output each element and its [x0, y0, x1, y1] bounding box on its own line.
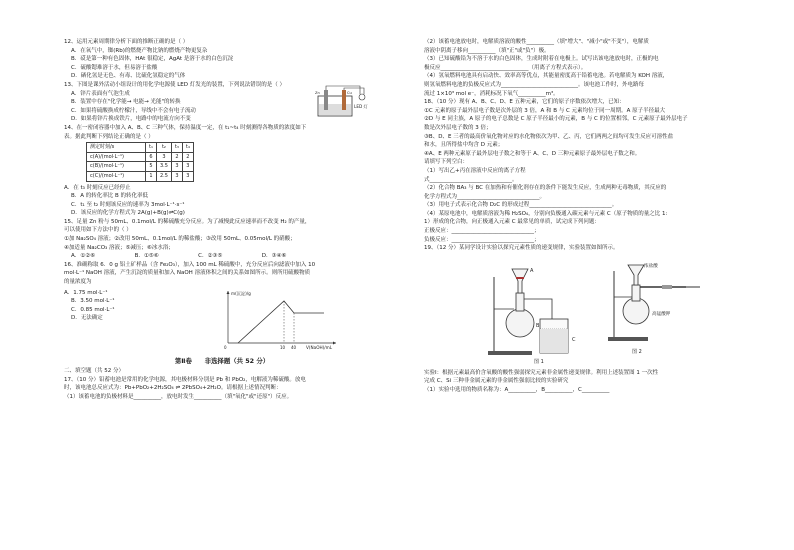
chart-y-label: m(沉淀)/g [231, 290, 251, 296]
fig1-label-b: B [536, 322, 540, 329]
part2-title: 第Ⅱ卷 非选择题（共 52 分） [174, 356, 270, 365]
q18-line: 式______________________________。 [424, 176, 518, 183]
fig1-label-c: C [572, 336, 576, 343]
q14-intro-line: 14、在一密闭容器中加入 A、B、C 三种气体，保持温度一定，在 t₁~t₄ 时刻测得各物质的浓度如下 [64, 124, 307, 131]
q14-opts-block [64, 184, 380, 218]
q15-block [64, 218, 380, 252]
q18-line: （2）化合物 BA₃ 与 BC 在加热和有催化剂存在的条件下能发生反应，生成两种无毒物质，其反应的 [424, 185, 667, 192]
fig2-caption: 图 2 [632, 348, 642, 355]
table-row [87, 162, 194, 172]
table-row [87, 171, 194, 181]
part2-line: 时，该电池总反应式为：Pb+PbO₂+2H₂SO₄ ⇌ 2PbSO₄+2H₂O。请根据上述情况判断： [64, 385, 282, 392]
q16-opts-line: D．无法确定 [71, 315, 103, 322]
q15-option-a[interactable]: A．①②⑥ [71, 253, 96, 260]
funnel-a [512, 269, 528, 293]
q15-option-d[interactable]: D．③④⑥ [261, 253, 287, 260]
chart-tick-10: 10 [280, 344, 286, 350]
q18-line: 和水，且所得盐中均含 D 元素； [424, 142, 504, 149]
q12-line: 12、运用元素周期律分析下面的推断正确的是（ ） [64, 39, 189, 45]
q18-line: ④A、E 两种元素原子最外层电子数之和等于 A、C、D 三种元素原子最外层电子数之和。 [424, 150, 641, 157]
chart-tick-40: 40 [291, 344, 297, 350]
q13-line: B．装置中存在"化学能→ 电能→ 光能"的转换 [71, 99, 181, 106]
table-cell: 2 [171, 152, 182, 162]
apparatus-fig1 [482, 257, 602, 365]
table-cell: t₃ [171, 143, 182, 153]
chart-tick-0: 0 [224, 344, 227, 350]
q18-line: （4）某原电池中，电解质溶液为稀 H₂SO₄，分别向负极通入碳元素与元素 C（原子物质的量之比 1: [424, 210, 668, 217]
apparatus-fig2 [604, 257, 712, 365]
q18-line: 18、（10 分）现有 A、B、C、D、E 五种元素，它们的原子序数依次增大，已知： [424, 99, 625, 106]
precipitate-chart [214, 287, 344, 351]
fig1-label-a: A [530, 267, 534, 274]
fig2-label-kmno4: 高锰酸钾 [652, 311, 671, 317]
funnel-hcl [628, 265, 644, 285]
q16-opts-line: C．0.85 mol·L⁻¹ [71, 306, 115, 313]
table-cell: t₁ [146, 143, 157, 153]
part2-line: 二、填空题（共 52 分） [64, 368, 124, 375]
q16-line: 的量浓度为 [64, 279, 92, 286]
fig1-caption: 图 1 [534, 358, 544, 365]
part2-block [64, 367, 380, 401]
table-cell: t₂ [156, 143, 171, 153]
q18-line: （3）用电子式表示化合物 D₂C 的形成过程______________________________。 [424, 202, 618, 209]
part2-line: （1）该蓄电池的负极材料是__________，放电时发生__________（填"氧化"或"还原"）反应。 [64, 394, 293, 400]
q18-line: ③B、D、E 三者的最高价氧化物对应的水化物依次为甲、乙、丙，它们两两之间均可发生反应可溶性盐 [424, 133, 674, 140]
cu-label: Cu [347, 90, 352, 95]
q17-cont-block [424, 38, 742, 98]
q18-line: 1）形成的化合物，向正极通入元素 C 最常见的单质，试完成下列问题： [424, 219, 600, 226]
q19-line: 完成 C、Si 三种非金属元素的非金属性强弱比较的实验研究 [424, 378, 569, 385]
q16-opts-line: B．3.50 mol·L⁻¹ [71, 298, 115, 305]
table-row [87, 143, 194, 153]
q17-cont-line: 极反应________________________________（用离子方程式表示）。 [424, 64, 587, 71]
left-column [64, 38, 380, 402]
led-cell-figure [312, 84, 370, 118]
ki-paper [662, 285, 672, 289]
table-cell: 2.5 [156, 171, 171, 181]
q12-line: A．在氧气中，铷(Rb)的燃烧产物比钠的燃烧产物更复杂 [71, 47, 208, 54]
q14-opts-line: A．在 t₃ 时刻反应已经停止 [64, 184, 131, 191]
q15-line: ①加 Na₂SO₄ 溶液；②改用 50mL、0.1mol/L 的稀盐酸；③改用 50mL、0.05mol/L 的硝酸； [64, 236, 296, 243]
q16-line: 16、准确称取 6．0 g 铝土矿样品（含 Fe₂O₃），加入 100 mL 稀硫酸中，充分反应后向滤液中加入 10 [64, 261, 316, 268]
table-cell: 1 [146, 171, 157, 181]
q15-options [64, 252, 380, 261]
q17-cont-line: （3）已知硫酸铅为不溶于水的白色固体，生成时附着在电极上。试写出该电池放电时，正极的电 [424, 56, 659, 63]
q18-line: 化学方程式为______________________________。 [424, 193, 546, 200]
q15-line: 15、足量 Zn 粉与 50mL、0.1mol/L 的稀硫酸充分反应。为了减慢此反应速率而不改变 H₂ 的产量， [64, 218, 311, 225]
zn-electrode [324, 90, 328, 110]
table-cell: c(C)/(mol·L⁻¹) [87, 171, 146, 181]
right-column [424, 38, 742, 395]
q16-line: mol·L⁻¹ NaOH 溶液，产生沉淀的质量和加入 NaOH 溶液体积之间的关系如图所示。则所用硫酸物质 [64, 270, 311, 277]
q17-cont-line: 流过 1×10³ mol e⁻，消耗标况下氧气__________m³。 [424, 90, 559, 97]
table-cell: 2 [182, 152, 193, 162]
q19-line: （1）实验中选用的物质名称为：A__________，B__________，C__________ [424, 387, 610, 394]
q14-intro-line: 表。据此判断下列结论正确的是（ ） [64, 133, 154, 140]
led-bulb-icon [359, 94, 365, 100]
table-cell: 6 [146, 152, 157, 162]
table-cell: 3 [171, 162, 182, 172]
table-cell: 3 [182, 171, 193, 181]
table-cell: t₄ [182, 143, 193, 153]
table-cell: 测定时刻/s [87, 143, 146, 153]
q15-option-b[interactable]: B．①⑤⑥ [134, 253, 159, 260]
q18-block [424, 98, 742, 253]
q16-block [64, 261, 380, 287]
cu-electrode [342, 90, 346, 110]
q12-line: C．硫酸锶难溶于水，但易溶于盐酸 [71, 64, 158, 71]
table-cell: c(B)/(mol·L⁻¹) [87, 162, 146, 172]
precipitate-curve [238, 301, 324, 343]
q13-line: A．锌片表面有气泡生成 [71, 90, 130, 97]
flask-kmno4 [623, 298, 649, 324]
q16-opts-block [64, 289, 115, 323]
chart-x-label: V(NaOH)/mL [306, 344, 333, 350]
part2-line: 17、（10 分）铅蓄电池是常用的化学电源，其电极材料分别是 Pb 和 PbO₂，电解液为稀硫酸。放电 [64, 376, 306, 383]
q18-line: ①C 元素的原子最外层电子数是次外层的 3 倍，A 和 B 与 C 元素均位于同一周期。A 原子半径最大 [424, 107, 666, 114]
table-cell: 5 [146, 162, 157, 172]
q18-line: （1）写出乙+丙在溶液中反应的离子方程 [424, 167, 526, 174]
q15-line: ④加适量 Na₂CO₃ 溶液；⑤减压；⑥冰水浴； [64, 244, 174, 251]
q12-line: D．硒化氢是无色、有毒、比硫化氢稳定的气体 [71, 73, 186, 80]
concentration-table [86, 142, 194, 181]
table-cell: 3 [156, 152, 171, 162]
q17-cont-line: （2）该蓄电池放电时，电解质溶液的酸性__________（填"增大"、"减小"或"不变"），电解质 [424, 39, 649, 45]
table-cell: 3 [182, 162, 193, 172]
flask-b [506, 309, 534, 337]
q18-line: ②D 与 E 同主族，A 原子的电子总数是 C 原子半径最小的元素，B 与 C 的位置相邻，C 元素原子最外层电子 [424, 116, 688, 123]
q19-block [424, 369, 742, 395]
fig2-label-hcl: 浓盐酸 [644, 263, 658, 269]
table-cell: 3.5 [156, 162, 171, 172]
q17-cont-line: 则氢氧燃料电池的负极反应式为____________________________。该电池工作时，外电路每 [424, 81, 645, 88]
q16-opts-line: A．1.75 mol·L⁻¹ [64, 289, 108, 296]
q14-intro-block [64, 124, 380, 141]
led-label: LED 灯 [354, 103, 368, 109]
q13-line: 13、下图是课外活动小组设计的用化学电源使 LED 灯发光的装置，下列说法错误的是（ ） [64, 81, 286, 88]
zn-label: Zn [315, 90, 320, 95]
table-row [87, 152, 194, 162]
q17-cont-line: （4）氢氧燃料电池具有启动快、效率高等优点，其能量密度高于铅蓄电池。若电解质为 KOH 溶液， [424, 73, 669, 80]
q18-line: 正极反应：______________________________； [424, 228, 540, 235]
q14-opts-line: D．该反应的化学方程式为 2A(g)+B(g)⇌C(g) [71, 210, 185, 217]
q18-line: 请填写下列空白： [424, 159, 469, 166]
q13-line: D．如果将锌片换成铁片，电路中的电流方向不变 [71, 116, 191, 123]
q12-block [64, 38, 380, 81]
table-cell: 3 [171, 171, 182, 181]
q15-option-c[interactable]: C．②③⑤ [198, 253, 223, 260]
q14-opts-line: B．A 的转化率比 B 的转化率低 [71, 193, 149, 200]
q15-line: 可以使用如下方法中的（ ） [64, 227, 132, 234]
q17-cont-line: 溶液中阴离子移向__________（填"正"或"负"）极。 [424, 47, 550, 54]
q18-line: 数是次外层电子数的 3 倍； [424, 124, 492, 131]
q12-line: B．砹是第一种有色固体，HAt 很稳定，AgAt 是溶于水的白色沉淀 [71, 56, 234, 63]
apparatus-figures [424, 253, 742, 369]
q13-line: C．如果将硫酸换成柠檬汁，导线中不会有电子流动 [71, 107, 196, 114]
table-cell: c(A)/(mol·L⁻¹) [87, 152, 146, 162]
q14-opts-line: C．t₁ 至 t₂ 时刻该反应的速率为 3mol·L⁻¹·s⁻¹ [71, 201, 185, 208]
q19-line: 实验Ⅰ：根据元素最高价含氧酸的酸性强弱探究元素非金属性递变规律。利用上述装置图 1 一次性 [424, 369, 659, 376]
q18-line: 负极反应：______________________________； [424, 236, 540, 243]
q18-line: 19、（12 分）某同学设计实验以探究元素性质的递变规律，实验装置如图所示。 [424, 245, 619, 252]
